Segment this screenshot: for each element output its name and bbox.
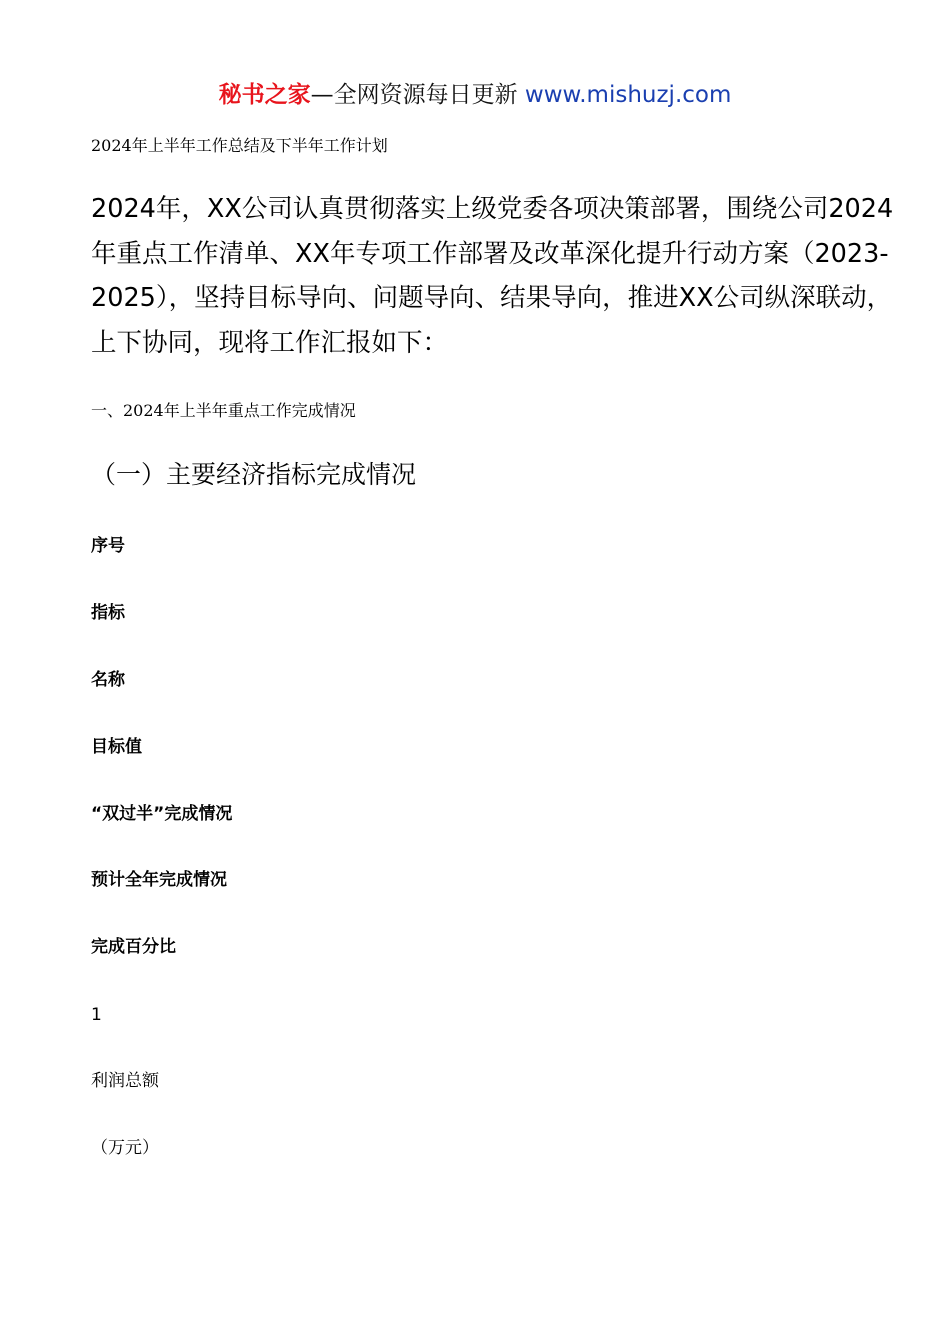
document-title: 2024年上半年工作总结及下半年工作计划 [91,136,388,155]
site-header [0,78,950,112]
table-header-cell: 预计全年完成情况 [91,870,227,890]
table-header-cell: 指标 [91,603,125,623]
intro-paragraph: 2024年，XX公司认真贯彻落实上级党委各项决策部署，围绕公司2024年重点工作清单、XX年专项工作部署及改革深化提升行动方案（2023-2025），坚持目标导向、问题导向、结果导向，推进XX公司纵深联动，上下协同，现将工作汇报如下： [91,194,894,358]
section-heading: 一、2024年上半年重点工作完成情况 [91,401,356,420]
subsection-heading: （一）主要经济指标完成情况 [91,460,417,489]
table-header-cell: 名称 [91,670,125,690]
table-header-cell: 完成百分比 [91,937,176,957]
table-cell: （万元） [91,1138,159,1158]
table-header-cell: 目标值 [91,737,142,757]
table-header-cell: 序号 [91,536,125,556]
site-url-link[interactable]: www.mishuzj.com [524,82,732,108]
brand-name: 秘书之家 [218,82,311,108]
site-slogan: —全网资源每日更新 [310,82,518,108]
table-cell: 1 [91,1005,102,1025]
table-header-cell: “双过半”完成情况 [91,804,233,824]
table-cell: 利润总额 [91,1071,159,1091]
